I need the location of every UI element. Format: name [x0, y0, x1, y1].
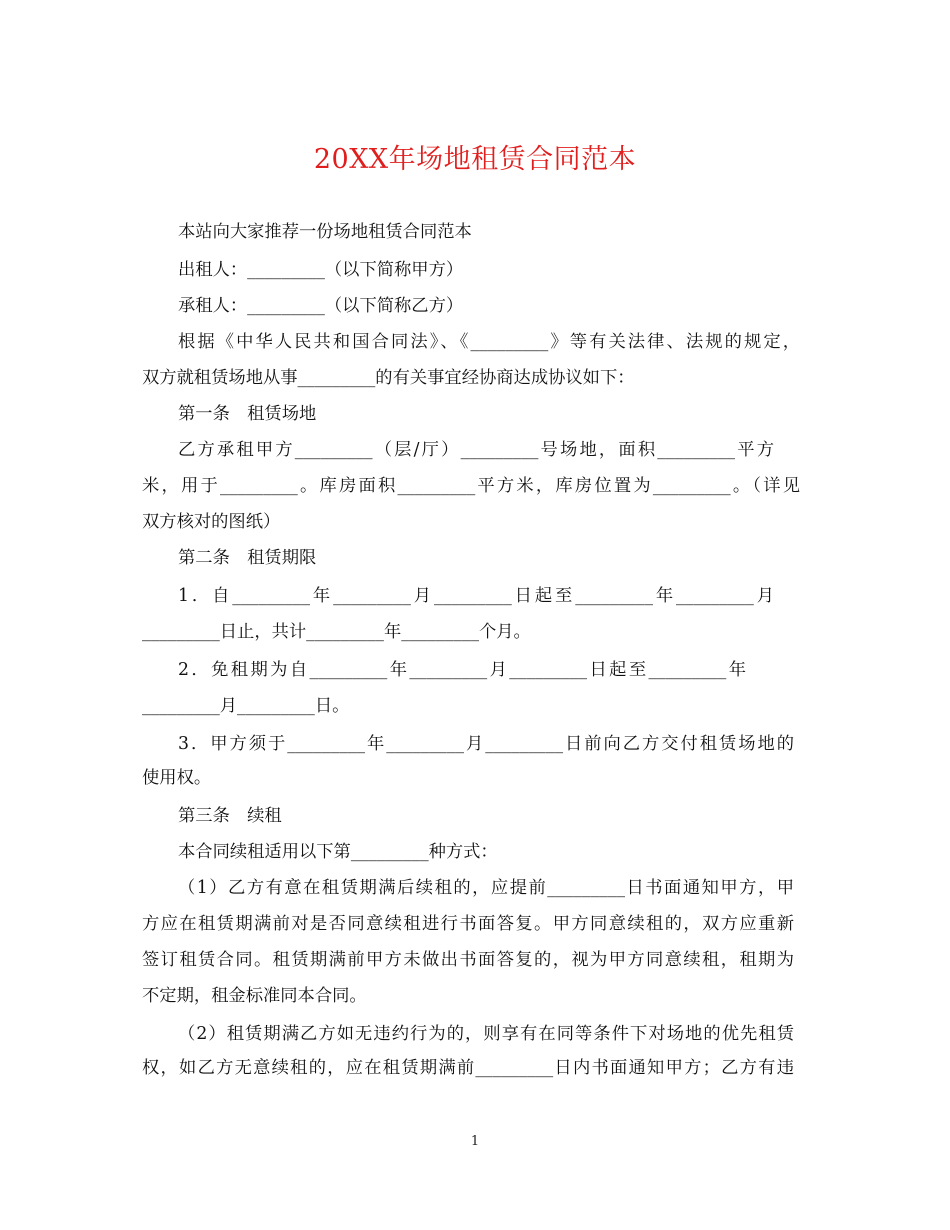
paragraph-line: （1）乙方有意在租赁期满后续租的，应提前_________日书面通知甲方，甲: [178, 878, 794, 898]
paragraph-line: 签订租赁合同。租赁期满前甲方未做出书面答复的，视为甲方同意续租，租期为: [142, 950, 794, 970]
document-title: 20XX年场地租赁合同范本: [313, 144, 637, 175]
paragraph-line: 1．自_________年_________月_________日起至_________年_________月: [178, 586, 774, 606]
lessor-line: 出租人：_________（以下简称甲方）: [178, 260, 464, 280]
article-heading: 第三条 续租: [178, 806, 282, 826]
paragraph-line: 2．免租期为自_________年_________月_________日起至_________年: [178, 660, 746, 680]
paragraph-line: 双方核对的图纸）: [142, 512, 281, 532]
paragraph-line: （2）租赁期满乙方如无违约行为的，则享有在同等条件下对场地的优先租赁: [178, 1024, 794, 1044]
paragraph-line: 权，如乙方无意续租的，应在租赁期满前_________日内书面通知甲方；乙方有违: [142, 1058, 794, 1078]
paragraph-line: 根据《中华人民共和国合同法》、《_________》等有关法律、法规的规定，: [178, 332, 800, 352]
paragraph-line: 方应在租赁期满前对是否同意续租进行书面答复。甲方同意续租的，双方应重新: [142, 914, 794, 934]
page-number: 1: [470, 1134, 480, 1149]
paragraph-line: _________日止，共计_________年_________个月。: [142, 622, 531, 642]
paragraph-line: _________月_________日。: [142, 696, 350, 716]
lessee-line: 承租人：_________（以下简称乙方）: [178, 296, 464, 316]
paragraph-line: 乙方承租甲方_________（层/厅）_________号场地，面积_________平方: [178, 440, 774, 460]
paragraph-line: 双方就租赁场地从事_________的有关事宜经协商达成协议如下：: [142, 368, 635, 388]
paragraph-line: 米，用于_________。库房面积_________平方米，库房位置为_________。（详见: [142, 476, 800, 496]
article-heading: 第二条 租赁期限: [178, 548, 317, 568]
paragraph-line: 3．甲方须于_________年_________月_________日前向乙方交付租赁场地的: [178, 734, 794, 754]
intro-line: 本站向大家推荐一份场地租赁合同范本: [178, 222, 472, 242]
paragraph-line: 使用权。: [142, 768, 212, 788]
paragraph-line: 本合同续租适用以下第_________种方式：: [178, 842, 498, 862]
paragraph-line: 不定期，租金标准同本合同。: [142, 986, 367, 1006]
article-heading: 第一条 租赁场地: [178, 404, 317, 424]
